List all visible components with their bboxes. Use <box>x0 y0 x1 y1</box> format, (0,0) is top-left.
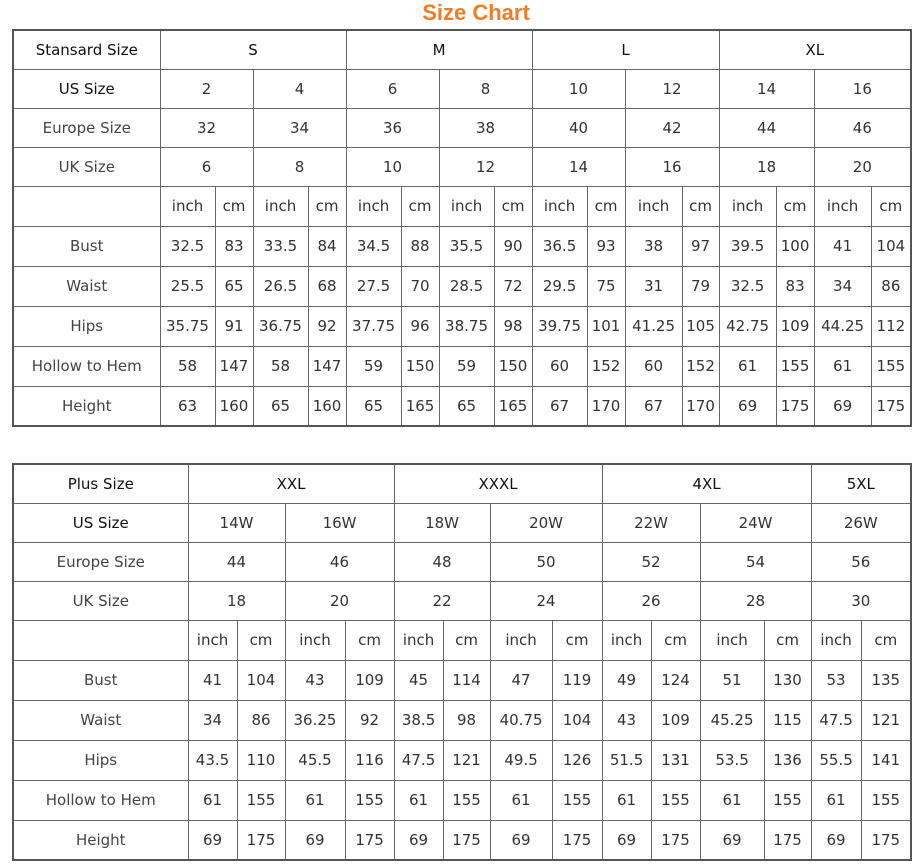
value-cell: 36.75 <box>253 306 308 346</box>
measurement-row <box>13 226 911 266</box>
size-cell: 4 <box>253 69 346 108</box>
unit-cell: inch <box>394 620 443 660</box>
value-cell: 104 <box>871 226 911 266</box>
value-cell: 35.75 <box>160 306 215 346</box>
value-cell: 175 <box>861 820 911 860</box>
measurement-row <box>13 306 911 346</box>
size-cell: 26W <box>811 503 911 542</box>
value-cell: 131 <box>651 740 700 780</box>
unit-cell: cm <box>764 620 811 660</box>
value-cell: 61 <box>811 780 861 820</box>
size-cell: 20 <box>814 147 911 186</box>
value-cell: 70 <box>401 266 439 306</box>
size-cell: 16 <box>814 69 911 108</box>
value-cell: 69 <box>602 820 651 860</box>
unit-cell: cm <box>345 620 394 660</box>
size-cell: 44 <box>719 108 814 147</box>
value-cell: 69 <box>719 386 776 426</box>
value-cell: 51.5 <box>602 740 651 780</box>
size-cell: 8 <box>253 147 346 186</box>
value-cell: 104 <box>552 700 602 740</box>
value-cell: 65 <box>253 386 308 426</box>
size-cell: 18 <box>188 581 285 620</box>
value-cell: 34 <box>188 700 237 740</box>
value-cell: 90 <box>494 226 532 266</box>
value-cell: 92 <box>345 700 394 740</box>
value-cell: 61 <box>188 780 237 820</box>
value-cell: 41.25 <box>625 306 682 346</box>
unit-cell: inch <box>439 186 494 226</box>
value-cell: 101 <box>587 306 625 346</box>
measurement-row <box>13 660 911 700</box>
row-label: Hollow to Hem <box>13 780 188 820</box>
corner-label: Plus Size <box>13 464 188 503</box>
row-label: Hollow to Hem <box>13 346 160 386</box>
value-cell: 60 <box>532 346 587 386</box>
value-cell: 61 <box>814 346 871 386</box>
value-cell: 43 <box>602 700 651 740</box>
value-cell: 32.5 <box>719 266 776 306</box>
value-cell: 165 <box>494 386 532 426</box>
value-cell: 25.5 <box>160 266 215 306</box>
value-cell: 61 <box>602 780 651 820</box>
unit-cell: cm <box>215 186 253 226</box>
unit-cell: cm <box>494 186 532 226</box>
group-row <box>13 30 911 69</box>
value-cell: 45.25 <box>700 700 764 740</box>
value-cell: 27.5 <box>346 266 401 306</box>
plus-size-table <box>12 463 912 861</box>
value-cell: 86 <box>237 700 285 740</box>
value-cell: 126 <box>552 740 602 780</box>
size-cell: 34 <box>253 108 346 147</box>
value-cell: 47.5 <box>811 700 861 740</box>
europe-size-row <box>13 542 911 581</box>
value-cell: 31 <box>625 266 682 306</box>
uk-size-row <box>13 147 911 186</box>
value-cell: 53 <box>811 660 861 700</box>
value-cell: 150 <box>494 346 532 386</box>
value-cell: 124 <box>651 660 700 700</box>
value-cell: 69 <box>188 820 237 860</box>
value-cell: 44.25 <box>814 306 871 346</box>
value-cell: 69 <box>814 386 871 426</box>
size-cell: 44 <box>188 542 285 581</box>
row-label: Hips <box>13 740 188 780</box>
size-cell: 18 <box>719 147 814 186</box>
value-cell: 69 <box>490 820 552 860</box>
value-cell: 97 <box>682 226 719 266</box>
size-cell: 16W <box>285 503 394 542</box>
size-cell: 18W <box>394 503 490 542</box>
size-cell: 54 <box>700 542 811 581</box>
value-cell: 152 <box>587 346 625 386</box>
value-cell: 59 <box>346 346 401 386</box>
value-cell: 58 <box>160 346 215 386</box>
value-cell: 119 <box>552 660 602 700</box>
group-cell: M <box>346 30 532 69</box>
value-cell: 39.75 <box>532 306 587 346</box>
value-cell: 29.5 <box>532 266 587 306</box>
measurement-row <box>13 700 911 740</box>
size-cell: 8 <box>439 69 532 108</box>
value-cell: 92 <box>308 306 346 346</box>
value-cell: 47.5 <box>394 740 443 780</box>
value-cell: 65 <box>215 266 253 306</box>
value-cell: 41 <box>188 660 237 700</box>
unit-cell: inch <box>490 620 552 660</box>
unit-cell: cm <box>651 620 700 660</box>
size-cell: 32 <box>160 108 253 147</box>
size-cell: 26 <box>602 581 700 620</box>
size-cell: 42 <box>625 108 719 147</box>
value-cell: 175 <box>764 820 811 860</box>
unit-cell: inch <box>160 186 215 226</box>
value-cell: 175 <box>651 820 700 860</box>
size-cell: 10 <box>346 147 439 186</box>
measurement-row <box>13 386 911 426</box>
unit-cell: cm <box>308 186 346 226</box>
unit-cell: inch <box>700 620 764 660</box>
value-cell: 72 <box>494 266 532 306</box>
value-cell: 65 <box>439 386 494 426</box>
value-cell: 155 <box>443 780 490 820</box>
measurement-row <box>13 740 911 780</box>
size-cell: 14 <box>532 147 625 186</box>
size-cell: 12 <box>625 69 719 108</box>
unit-cell: inch <box>188 620 237 660</box>
value-cell: 110 <box>237 740 285 780</box>
row-label: Hips <box>13 306 160 346</box>
unit-cell: inch <box>625 186 682 226</box>
value-cell: 121 <box>443 740 490 780</box>
size-cell: 12 <box>439 147 532 186</box>
value-cell: 116 <box>345 740 394 780</box>
value-cell: 130 <box>764 660 811 700</box>
value-cell: 67 <box>532 386 587 426</box>
value-cell: 147 <box>308 346 346 386</box>
value-cell: 69 <box>394 820 443 860</box>
row-label: Bust <box>13 226 160 266</box>
unit-cell: inch <box>253 186 308 226</box>
unit-cell: cm <box>401 186 439 226</box>
value-cell: 83 <box>776 266 814 306</box>
group-cell: 5XL <box>811 464 911 503</box>
size-cell: 52 <box>602 542 700 581</box>
size-cell: 46 <box>814 108 911 147</box>
value-cell: 59 <box>439 346 494 386</box>
row-label: Height <box>13 820 188 860</box>
value-cell: 155 <box>871 346 911 386</box>
value-cell: 43 <box>285 660 345 700</box>
value-cell: 47 <box>490 660 552 700</box>
value-cell: 152 <box>682 346 719 386</box>
value-cell: 141 <box>861 740 911 780</box>
blank-cell <box>13 186 160 226</box>
size-cell: 14W <box>188 503 285 542</box>
size-cell: 46 <box>285 542 394 581</box>
value-cell: 155 <box>764 780 811 820</box>
size-cell: 36 <box>346 108 439 147</box>
value-cell: 26.5 <box>253 266 308 306</box>
size-cell: 48 <box>394 542 490 581</box>
unit-cell: inch <box>814 186 871 226</box>
value-cell: 175 <box>776 386 814 426</box>
value-cell: 170 <box>682 386 719 426</box>
value-cell: 175 <box>552 820 602 860</box>
unit-cell: cm <box>871 186 911 226</box>
standard-size-table <box>12 29 912 427</box>
row-label: UK Size <box>13 581 188 620</box>
blank-cell <box>13 620 188 660</box>
value-cell: 79 <box>682 266 719 306</box>
value-cell: 33.5 <box>253 226 308 266</box>
us-size-row <box>13 503 911 542</box>
value-cell: 34.5 <box>346 226 401 266</box>
unit-cell: inch <box>285 620 345 660</box>
value-cell: 45.5 <box>285 740 345 780</box>
size-cell: 2 <box>160 69 253 108</box>
size-cell: 20W <box>490 503 602 542</box>
row-label: Europe Size <box>13 542 188 581</box>
value-cell: 155 <box>861 780 911 820</box>
size-cell: 10 <box>532 69 625 108</box>
value-cell: 34 <box>814 266 871 306</box>
unit-cell: cm <box>682 186 719 226</box>
value-cell: 36.25 <box>285 700 345 740</box>
row-label: US Size <box>13 69 160 108</box>
value-cell: 98 <box>443 700 490 740</box>
unit-cell: cm <box>237 620 285 660</box>
value-cell: 63 <box>160 386 215 426</box>
measurement-row <box>13 780 911 820</box>
value-cell: 69 <box>700 820 764 860</box>
europe-size-row <box>13 108 911 147</box>
value-cell: 160 <box>215 386 253 426</box>
value-cell: 93 <box>587 226 625 266</box>
value-cell: 155 <box>651 780 700 820</box>
size-cell: 38 <box>439 108 532 147</box>
value-cell: 109 <box>776 306 814 346</box>
value-cell: 104 <box>237 660 285 700</box>
unit-row <box>13 186 911 226</box>
unit-cell: inch <box>532 186 587 226</box>
value-cell: 38 <box>625 226 682 266</box>
value-cell: 28.5 <box>439 266 494 306</box>
row-label: Waist <box>13 266 160 306</box>
measurement-row <box>13 820 911 860</box>
value-cell: 38.5 <box>394 700 443 740</box>
value-cell: 45 <box>394 660 443 700</box>
value-cell: 170 <box>587 386 625 426</box>
size-cell: 28 <box>700 581 811 620</box>
value-cell: 69 <box>285 820 345 860</box>
value-cell: 175 <box>443 820 490 860</box>
page-title: Size Chart <box>422 0 530 25</box>
row-label: UK Size <box>13 147 160 186</box>
value-cell: 96 <box>401 306 439 346</box>
value-cell: 150 <box>401 346 439 386</box>
value-cell: 49 <box>602 660 651 700</box>
value-cell: 61 <box>394 780 443 820</box>
value-cell: 37.75 <box>346 306 401 346</box>
value-cell: 115 <box>764 700 811 740</box>
value-cell: 175 <box>871 386 911 426</box>
value-cell: 175 <box>237 820 285 860</box>
value-cell: 112 <box>871 306 911 346</box>
unit-cell: cm <box>776 186 814 226</box>
value-cell: 38.75 <box>439 306 494 346</box>
value-cell: 98 <box>494 306 532 346</box>
group-cell: XXL <box>188 464 394 503</box>
group-cell: 4XL <box>602 464 811 503</box>
value-cell: 114 <box>443 660 490 700</box>
value-cell: 100 <box>776 226 814 266</box>
value-cell: 53.5 <box>700 740 764 780</box>
value-cell: 40.75 <box>490 700 552 740</box>
size-cell: 6 <box>160 147 253 186</box>
value-cell: 65 <box>346 386 401 426</box>
value-cell: 60 <box>625 346 682 386</box>
value-cell: 160 <box>308 386 346 426</box>
unit-cell: cm <box>587 186 625 226</box>
size-cell: 22W <box>602 503 700 542</box>
us-size-row <box>13 69 911 108</box>
unit-cell: cm <box>443 620 490 660</box>
size-cell: 50 <box>490 542 602 581</box>
value-cell: 61 <box>719 346 776 386</box>
unit-row <box>13 620 911 660</box>
row-label: Europe Size <box>13 108 160 147</box>
value-cell: 91 <box>215 306 253 346</box>
value-cell: 36.5 <box>532 226 587 266</box>
value-cell: 61 <box>490 780 552 820</box>
value-cell: 88 <box>401 226 439 266</box>
size-cell: 20 <box>285 581 394 620</box>
value-cell: 109 <box>345 660 394 700</box>
measurement-row <box>13 266 911 306</box>
value-cell: 61 <box>700 780 764 820</box>
uk-size-row <box>13 581 911 620</box>
value-cell: 41 <box>814 226 871 266</box>
value-cell: 51 <box>700 660 764 700</box>
value-cell: 35.5 <box>439 226 494 266</box>
value-cell: 43.5 <box>188 740 237 780</box>
unit-cell: cm <box>861 620 911 660</box>
value-cell: 32.5 <box>160 226 215 266</box>
value-cell: 75 <box>587 266 625 306</box>
value-cell: 83 <box>215 226 253 266</box>
value-cell: 155 <box>237 780 285 820</box>
value-cell: 84 <box>308 226 346 266</box>
group-cell: XL <box>719 30 911 69</box>
value-cell: 135 <box>861 660 911 700</box>
value-cell: 155 <box>776 346 814 386</box>
unit-cell: cm <box>552 620 602 660</box>
size-cell: 24 <box>490 581 602 620</box>
value-cell: 61 <box>285 780 345 820</box>
size-cell: 22 <box>394 581 490 620</box>
group-cell: S <box>160 30 346 69</box>
row-label: Height <box>13 386 160 426</box>
size-cell: 16 <box>625 147 719 186</box>
value-cell: 165 <box>401 386 439 426</box>
size-cell: 6 <box>346 69 439 108</box>
value-cell: 147 <box>215 346 253 386</box>
size-cell: 30 <box>811 581 911 620</box>
value-cell: 58 <box>253 346 308 386</box>
unit-cell: inch <box>602 620 651 660</box>
group-cell: L <box>532 30 719 69</box>
measurement-row <box>13 346 911 386</box>
value-cell: 69 <box>811 820 861 860</box>
value-cell: 105 <box>682 306 719 346</box>
unit-cell: inch <box>719 186 776 226</box>
value-cell: 155 <box>345 780 394 820</box>
corner-label: Stansard Size <box>13 30 160 69</box>
row-label: Waist <box>13 700 188 740</box>
unit-cell: inch <box>811 620 861 660</box>
group-row <box>13 464 911 503</box>
value-cell: 121 <box>861 700 911 740</box>
value-cell: 49.5 <box>490 740 552 780</box>
size-cell: 56 <box>811 542 911 581</box>
group-cell: XXXL <box>394 464 602 503</box>
value-cell: 109 <box>651 700 700 740</box>
value-cell: 155 <box>552 780 602 820</box>
row-label: Bust <box>13 660 188 700</box>
value-cell: 136 <box>764 740 811 780</box>
size-cell: 24W <box>700 503 811 542</box>
value-cell: 175 <box>345 820 394 860</box>
value-cell: 42.75 <box>719 306 776 346</box>
row-label: US Size <box>13 503 188 542</box>
value-cell: 55.5 <box>811 740 861 780</box>
value-cell: 68 <box>308 266 346 306</box>
value-cell: 67 <box>625 386 682 426</box>
value-cell: 86 <box>871 266 911 306</box>
size-cell: 14 <box>719 69 814 108</box>
size-cell: 40 <box>532 108 625 147</box>
value-cell: 39.5 <box>719 226 776 266</box>
unit-cell: inch <box>346 186 401 226</box>
